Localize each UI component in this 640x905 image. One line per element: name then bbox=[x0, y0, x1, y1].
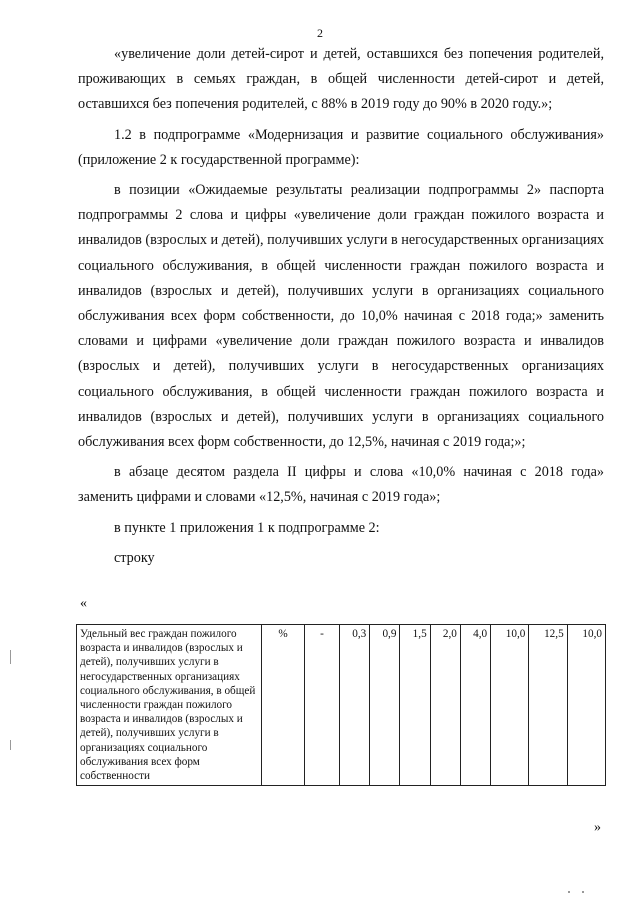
indicator-table bbox=[76, 624, 606, 786]
value-cell-5: 4,0 bbox=[460, 625, 490, 786]
scan-artifact bbox=[568, 891, 570, 893]
paragraph-1: «увеличение доли детей-сирот и детей, оставшихся без попечения родителей, проживающих в семьях граждан, в общей численности детей-сирот и детей, оставшихся без попечения родителей, с 88% в 2019 году до 90% в 2020 году.»; bbox=[78, 46, 604, 113]
paragraph-6: строку bbox=[114, 549, 155, 566]
paragraph-3: в позиции «Ожидаемые результаты реализации подпрограммы 2» паспорта подпрограммы 2 слова и цифры «увеличение доли граждан пожилого возраста и инвалидов (взрослых и детей), получивших услуги в негосударственных организациях социального обслуживания, в общей численности граждан пожилого возраста и инвалидов (взрослых и детей), получивших услуги в организациях социального обслуживания всех форм собственности, до 10,0% начиная с 2018 года;» заменить словами и цифрами «увеличение доли граждан пожилого возраста и инвалидов (взрослых и детей), получивших услуги в негосударственных организациях социального обслуживания, в общей численности граждан пожилого возраста и инвалидов (взрослых и детей), получивших услуги в организациях социального обслуживания всех форм собственности, до 12,5%, начиная с 2019 года;»; bbox=[78, 182, 604, 451]
page-number: 2 bbox=[317, 26, 323, 40]
scan-artifact bbox=[10, 650, 11, 664]
closing-quote-mark: » bbox=[594, 820, 601, 835]
value-cell-2: 0,9 bbox=[370, 625, 400, 786]
value-cell-8: 10,0 bbox=[567, 625, 605, 786]
paragraph-4: в абзаце десятом раздела II цифры и слова «10,0% начиная с 2018 года» заменить цифрами и словами «12,5%, начиная с 2019 года»; bbox=[78, 464, 604, 506]
value-cell-7: 12,5 bbox=[529, 625, 567, 786]
scan-artifact bbox=[582, 891, 584, 893]
document-body bbox=[78, 42, 604, 571]
base-value-cell: - bbox=[305, 625, 340, 786]
paragraph-2: 1.2 в подпрограмме «Модернизация и развитие социального обслуживания» (приложение 2 к государственной программе): bbox=[78, 126, 604, 168]
table-row bbox=[77, 625, 606, 786]
scan-artifact bbox=[10, 740, 11, 750]
value-cell-6: 10,0 bbox=[491, 625, 529, 786]
indicator-name-cell: Удельный вес граждан пожилого возраста и инвалидов (взрослых и детей), получивших услуги в негосударственных организациях социального обслуживания, в общей численности граждан пожилого возраста и инвалидов (взрослых и детей), получивших услуги в организациях социального обслуживания всех форм собственности bbox=[77, 625, 262, 786]
value-cell-1: 0,3 bbox=[340, 625, 370, 786]
value-cell-4: 2,0 bbox=[430, 625, 460, 786]
paragraph-5: в пункте 1 приложения 1 к подпрограмме 2: bbox=[114, 519, 380, 536]
opening-quote-mark: « bbox=[80, 596, 87, 611]
value-cell-3: 1,5 bbox=[400, 625, 430, 786]
unit-cell: % bbox=[262, 625, 305, 786]
